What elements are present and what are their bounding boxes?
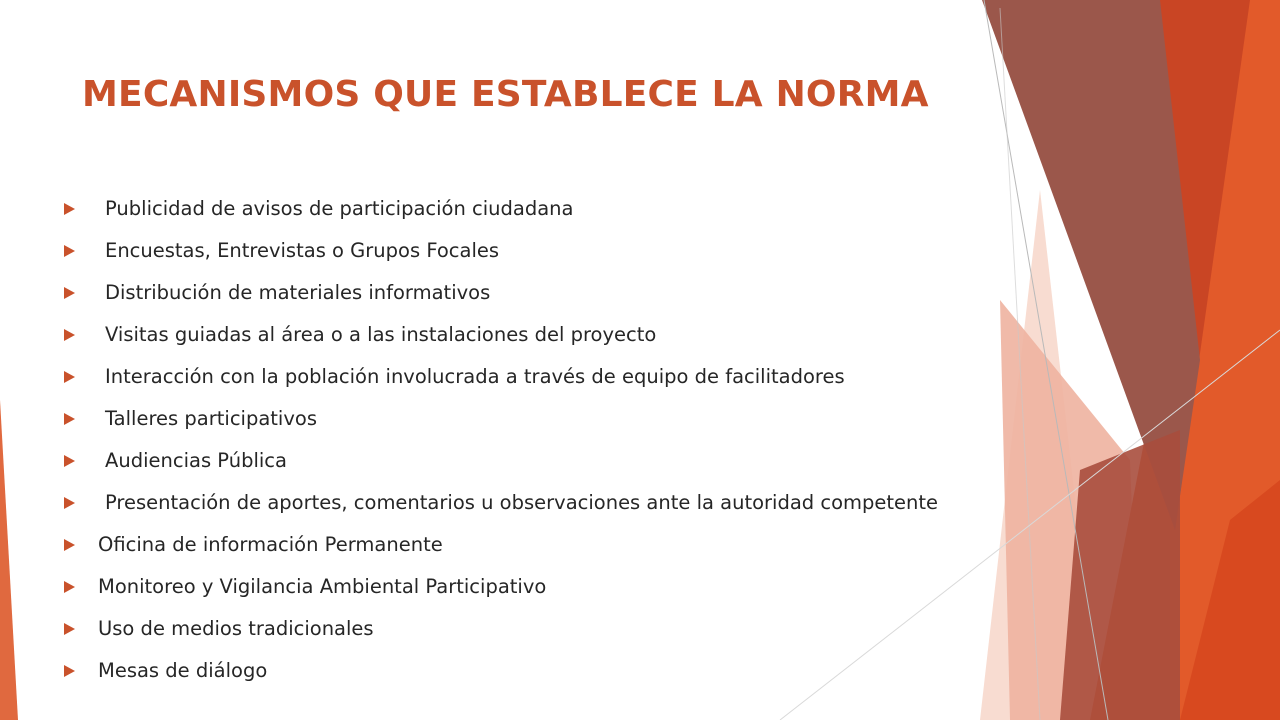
triangle-right-icon xyxy=(64,287,75,299)
list-item xyxy=(64,566,1064,608)
bullet-list xyxy=(64,188,1064,692)
list-item-text: Talleres participativos xyxy=(105,407,317,430)
triangle-right-icon xyxy=(64,203,75,215)
list-item-text: Distribución de materiales informativos xyxy=(105,281,491,304)
list-item xyxy=(64,440,1064,482)
list-item xyxy=(64,188,1064,230)
triangle-right-icon xyxy=(64,413,75,425)
list-item-text: Mesas de diálogo xyxy=(98,659,268,682)
list-item xyxy=(64,314,1064,356)
list-item-text: Uso de medios tradicionales xyxy=(98,617,374,640)
list-item-text: Encuestas, Entrevistas o Grupos Focales xyxy=(105,239,500,262)
triangle-right-icon xyxy=(64,539,75,551)
list-item xyxy=(64,398,1064,440)
triangle-right-icon xyxy=(64,665,75,677)
list-item xyxy=(64,272,1064,314)
triangle-right-icon xyxy=(64,371,75,383)
list-item-text: Monitoreo y Vigilancia Ambiental Participativo xyxy=(98,575,547,598)
list-item xyxy=(64,356,1064,398)
list-item-text: Presentación de aportes, comentarios u observaciones ante la autoridad competente xyxy=(105,491,939,514)
list-item-text: Publicidad de avisos de participación ciudadana xyxy=(105,197,574,220)
list-item xyxy=(64,650,1064,692)
triangle-right-icon xyxy=(64,581,75,593)
list-item xyxy=(64,608,1064,650)
slide-title: MECANISMOS QUE ESTABLECE LA NORMA xyxy=(82,74,929,115)
list-item-text: Audiencias Pública xyxy=(105,449,287,472)
list-item xyxy=(64,524,1064,566)
triangle-right-icon xyxy=(64,329,75,341)
list-item xyxy=(64,230,1064,272)
triangle-right-icon xyxy=(64,497,75,509)
triangle-right-icon xyxy=(64,623,75,635)
list-item-text: Oficina de información Permanente xyxy=(98,533,443,556)
list-item xyxy=(64,482,1064,524)
list-item-text: Visitas guiadas al área o a las instalaciones del proyecto xyxy=(105,323,657,346)
list-item-text: Interacción con la población involucrada a través de equipo de facilitadores xyxy=(105,365,845,388)
triangle-right-icon xyxy=(64,245,75,257)
triangle-right-icon xyxy=(64,455,75,467)
